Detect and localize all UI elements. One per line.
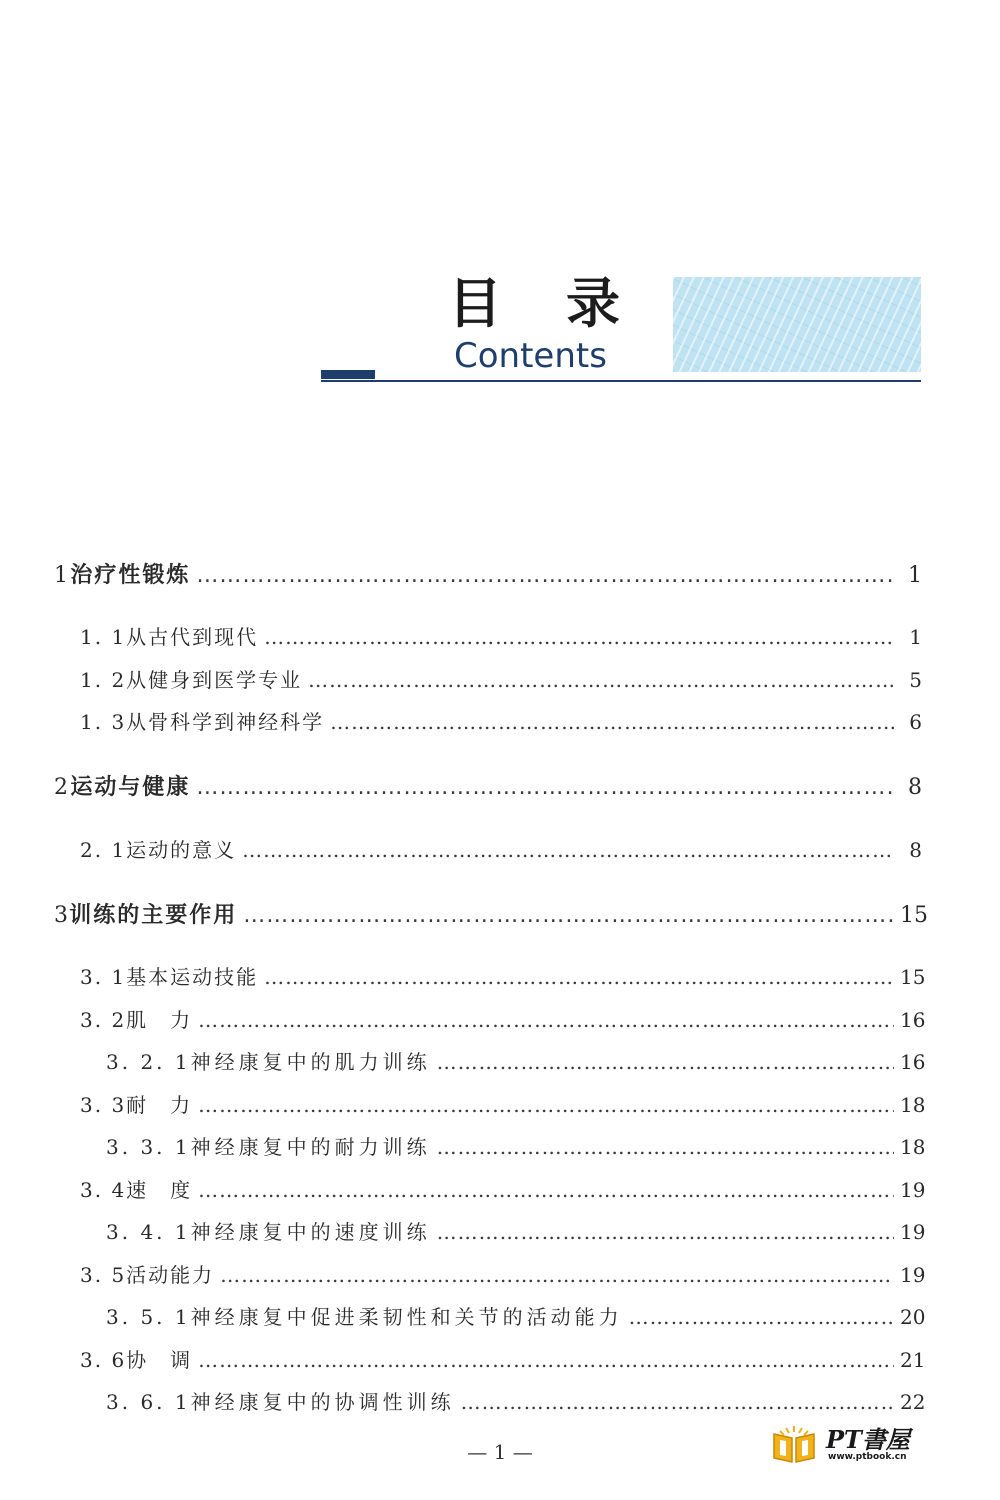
toc-entry[interactable] — [80, 621, 922, 649]
toc-label: 速 度 — [126, 1178, 193, 1202]
toc-page-number: 16 — [900, 1008, 926, 1032]
toc-leader-dots — [308, 668, 894, 692]
toc-leader-dots — [242, 838, 894, 862]
toc-leader-dots — [437, 1135, 894, 1159]
toc-label: 运动与健康 — [70, 775, 191, 800]
toc-page-number: 16 — [900, 1050, 926, 1074]
toc-entry[interactable] — [80, 834, 922, 862]
toc-page-number: 19 — [900, 1263, 926, 1287]
toc-page-number: 5 — [909, 668, 922, 692]
toc-page-number: 8 — [908, 775, 922, 800]
toc-leader-dots — [330, 710, 894, 734]
toc-label: 活动能力 — [126, 1263, 215, 1287]
toc-leader-dots — [196, 775, 894, 800]
toc-entry[interactable] — [106, 1131, 926, 1159]
toc-page-number: 19 — [900, 1178, 926, 1202]
toc-entry[interactable] — [80, 1344, 926, 1372]
watermark-logo — [770, 1418, 930, 1470]
toc-number: 1. 2 — [80, 668, 127, 692]
toc-entry[interactable] — [54, 558, 922, 588]
toc-leader-dots — [198, 1008, 894, 1032]
toc-number: 3. 1 — [80, 965, 127, 989]
toc-page-number: 18 — [900, 1093, 926, 1117]
toc-label: 从健身到医学专业 — [126, 668, 303, 692]
toc-page-number: 8 — [909, 838, 922, 862]
toc-entry[interactable] — [80, 1004, 926, 1032]
toc-number: 3. 3 — [80, 1093, 127, 1117]
toc-number: 1. 1 — [80, 625, 127, 649]
toc-leader-dots — [264, 965, 894, 989]
toc-number: 3. 4 — [80, 1178, 127, 1202]
toc-number: 3 — [54, 903, 68, 928]
toc-page-number: 15 — [900, 965, 926, 989]
toc-leader-dots — [198, 1348, 894, 1372]
toc-page-number: 20 — [900, 1305, 926, 1329]
toc-leader-dots — [243, 903, 894, 928]
toc-number: 2. 1 — [80, 838, 127, 862]
toc-label: 运动的意义 — [126, 838, 237, 862]
toc-page-number: 6 — [909, 710, 922, 734]
toc-number: 3. 4. 1 — [106, 1220, 191, 1244]
toc-label: 协 调 — [126, 1348, 193, 1372]
toc-number: 2 — [54, 775, 68, 800]
toc-entry[interactable] — [80, 1174, 926, 1202]
toc-number: 3. 6. 1 — [106, 1390, 191, 1414]
page-subtitle: Contents — [454, 336, 607, 376]
toc-leader-dots — [220, 1263, 894, 1287]
page-number: — 1 — — [467, 1440, 533, 1464]
toc-entry[interactable] — [80, 961, 926, 989]
toc-leader-dots — [437, 1220, 894, 1244]
toc-entry[interactable] — [80, 664, 922, 692]
toc-label: 神经康复中的肌力训练 — [190, 1050, 431, 1074]
toc-number: 3. 5. 1 — [106, 1305, 191, 1329]
toc-leader-dots — [461, 1390, 894, 1414]
toc-label: 神经康复中促进柔韧性和关节的活动能力 — [190, 1305, 623, 1329]
toc-label: 耐 力 — [126, 1093, 193, 1117]
toc-label: 基本运动技能 — [126, 965, 259, 989]
toc-number: 3. 3. 1 — [106, 1135, 191, 1159]
toc-leader-dots — [196, 563, 894, 588]
toc-page-number: 1 — [909, 625, 922, 649]
toc-leader-dots — [437, 1050, 894, 1074]
toc-label: 神经康复中的协调性训练 — [190, 1390, 455, 1414]
toc-number: 1 — [54, 563, 68, 588]
toc-page-number: 1 — [908, 563, 922, 588]
toc-page-number: 18 — [900, 1135, 926, 1159]
toc-page-number: 19 — [900, 1220, 926, 1244]
toc-leader-dots — [198, 1093, 894, 1117]
toc-leader-dots — [198, 1178, 894, 1202]
page-title: 目录 — [448, 272, 684, 335]
toc-entry[interactable] — [80, 1259, 926, 1287]
toc-entry[interactable] — [106, 1301, 926, 1329]
toc-number: 3. 6 — [80, 1348, 127, 1372]
toc-number: 3. 2 — [80, 1008, 127, 1032]
toc-number: 3. 2. 1 — [106, 1050, 191, 1074]
toc-label: 肌 力 — [126, 1008, 193, 1032]
toc-label: 从骨科学到神经科学 — [126, 710, 325, 734]
toc-entry[interactable] — [106, 1046, 926, 1074]
watermark-brand: PT書屋 — [826, 1425, 910, 1454]
toc-number: 3. 5 — [80, 1263, 127, 1287]
book-logo-icon — [770, 1424, 818, 1464]
toc-entry[interactable] — [80, 706, 922, 734]
toc-entry[interactable] — [54, 898, 928, 928]
toc-label: 神经康复中的速度训练 — [190, 1220, 431, 1244]
toc-label: 神经康复中的耐力训练 — [190, 1135, 431, 1159]
toc-entry[interactable] — [106, 1386, 926, 1414]
toc-page-number: 15 — [900, 903, 928, 928]
toc-entry[interactable] — [106, 1216, 926, 1244]
toc-label: 从古代到现代 — [126, 625, 259, 649]
toc-label: 训练的主要作用 — [69, 903, 238, 928]
toc-page-number: 21 — [900, 1348, 926, 1372]
toc-entry[interactable] — [80, 1089, 926, 1117]
watermark-url: www.ptbook.cn — [828, 1452, 907, 1462]
toc-leader-dots — [264, 625, 894, 649]
toc-label: 治疗性锻炼 — [70, 563, 191, 588]
toc-entry[interactable] — [54, 770, 922, 800]
toc-number: 1. 3 — [80, 710, 127, 734]
toc-page-number: 22 — [900, 1390, 926, 1414]
toc-leader-dots — [629, 1305, 894, 1329]
